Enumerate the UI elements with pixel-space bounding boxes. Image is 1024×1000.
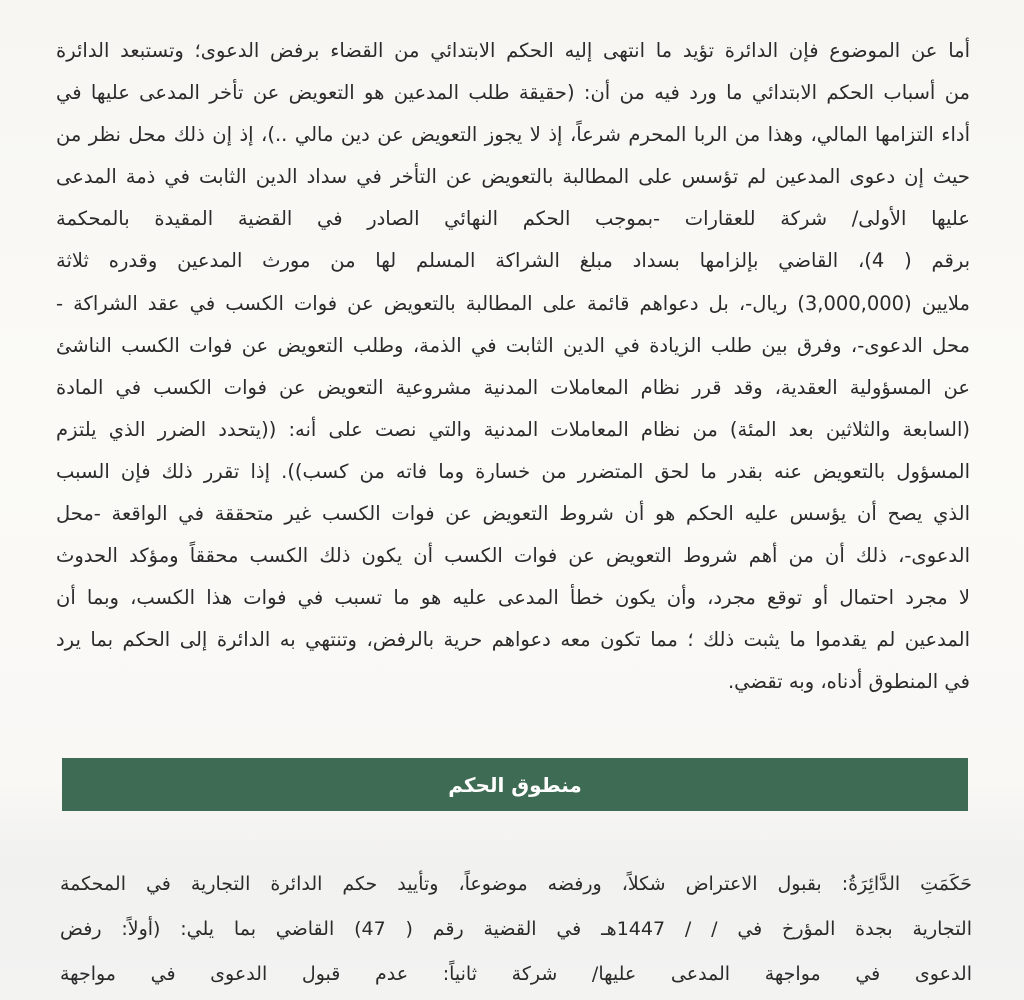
paragraph-line: برقم ( 4)، القاضي بإلزامها بسداد مبلغ الشراكة المسلم لها من مورث المدعين وقدره ثلاثة — [56, 249, 970, 273]
paragraph-line: عن المسؤولية العقدية، وقد قرر نظام المعاملات المدنية مشروعية التعويض عن فوات الكسب في المادة — [56, 375, 970, 399]
paragraph-line: عليها الأولى/ شركة للعقارات -بموجب الحكم النهائي الصادر في القضية المقيدة بالمحكمة — [56, 207, 970, 231]
ruling-section-header — [62, 758, 968, 811]
paragraph-line: الدعوى-، ذلك أن من أهم شروط التعويض عن فوات الكسب أن يكون ذلك الكسب محققاً ومؤكد الحدوث — [56, 544, 970, 568]
paragraph-line: أداء التزامها المالي، وهذا من الربا المحرم شرعاً، إذ لا يجوز التعويض عن دين مالي ..)، إذ إن ذلك محل نظر من — [56, 123, 970, 147]
paragraph-line: المدعين لم يقدموا ما يثبت ذلك ؛ مما تكون معه دعواهم حرية بالرفض، وتنتهي به الدائرة إلى الحكم بما يرد — [56, 628, 970, 652]
ruling-line: التجارية بجدة المؤرخ في / / 1447هـ في القضية رقم ( 47) القاضي بما يلي: (أولاً: رفض — [60, 918, 972, 940]
ruling-line: حَكَمَتِ الدَّائِرَةُ: بقبول الاعتراض شكلاً، ورفضه موضوعاً، وتأييد حكم الدائرة التجارية في المحكمة — [60, 873, 972, 895]
ruling-line: الدعوى في مواجهة المدعى عليها/ شركة ثانياً: عدم قبول الدعوى في مواجهة — [60, 963, 972, 985]
paragraph-line: الذي يصح أن يؤسس عليه الحكم هو أن شروط التعويض عن فوات الكسب غير متحققة في الواقعة -محل — [56, 502, 970, 526]
paragraph-line: المسؤول بالتعويض عنه بقدر ما لحق المتضرر من خسارة وما فاته من كسب)). إذا تقرر ذلك فإن السبب — [56, 459, 970, 483]
paragraph-line: من أسباب الحكم الابتدائي ما ورد فيه من أن: (حقيقة طلب المدعين هو التعويض عن تأخر المدعى عليها في — [56, 81, 970, 105]
paragraph-line: (السابعة والثلاثين بعد المئة) من نظام المعاملات المدنية والتي نصت على أنه: ((يتحدد الضرر الذي يلتزم — [56, 417, 970, 441]
paragraph-line: محل الدعوى-، وفرق بين طلب الزيادة في الدين الثابت في الذمة، وطلب التعويض عن فوات الكسب الناشئ — [56, 333, 970, 357]
paragraph-line: ملايين (3,000,000) ريال-، بل دعواهم قائمة على المطالبة بالتعويض عن فوات الكسب في عقد الشراكة - — [56, 291, 970, 315]
paragraph-line: أما عن الموضوع فإن الدائرة تؤيد ما انتهى إليه الحكم الابتدائي من القضاء برفض الدعوى؛ وتستبعد الدائرة — [56, 39, 970, 62]
paragraph-line: لا مجرد احتمال أو توقع مجرد، وأن يكون خطأ المدعى عليه هو ما تسبب في فوات هذا الكسب، وبما أن — [56, 586, 970, 610]
reasoning-paragraph — [56, 30, 970, 704]
section-title: منطوق الحكم — [448, 772, 582, 797]
paragraph-line: في المنطوق أدناه، وبه تقضي. — [727, 670, 970, 694]
paragraph-line: حيث إن دعوى المدعين لم تؤسس على المطالبة بالتعويض عن التأخر في سداد الدين الثابت في ذمة المدعى — [56, 165, 970, 189]
ruling-paragraph — [60, 862, 972, 997]
